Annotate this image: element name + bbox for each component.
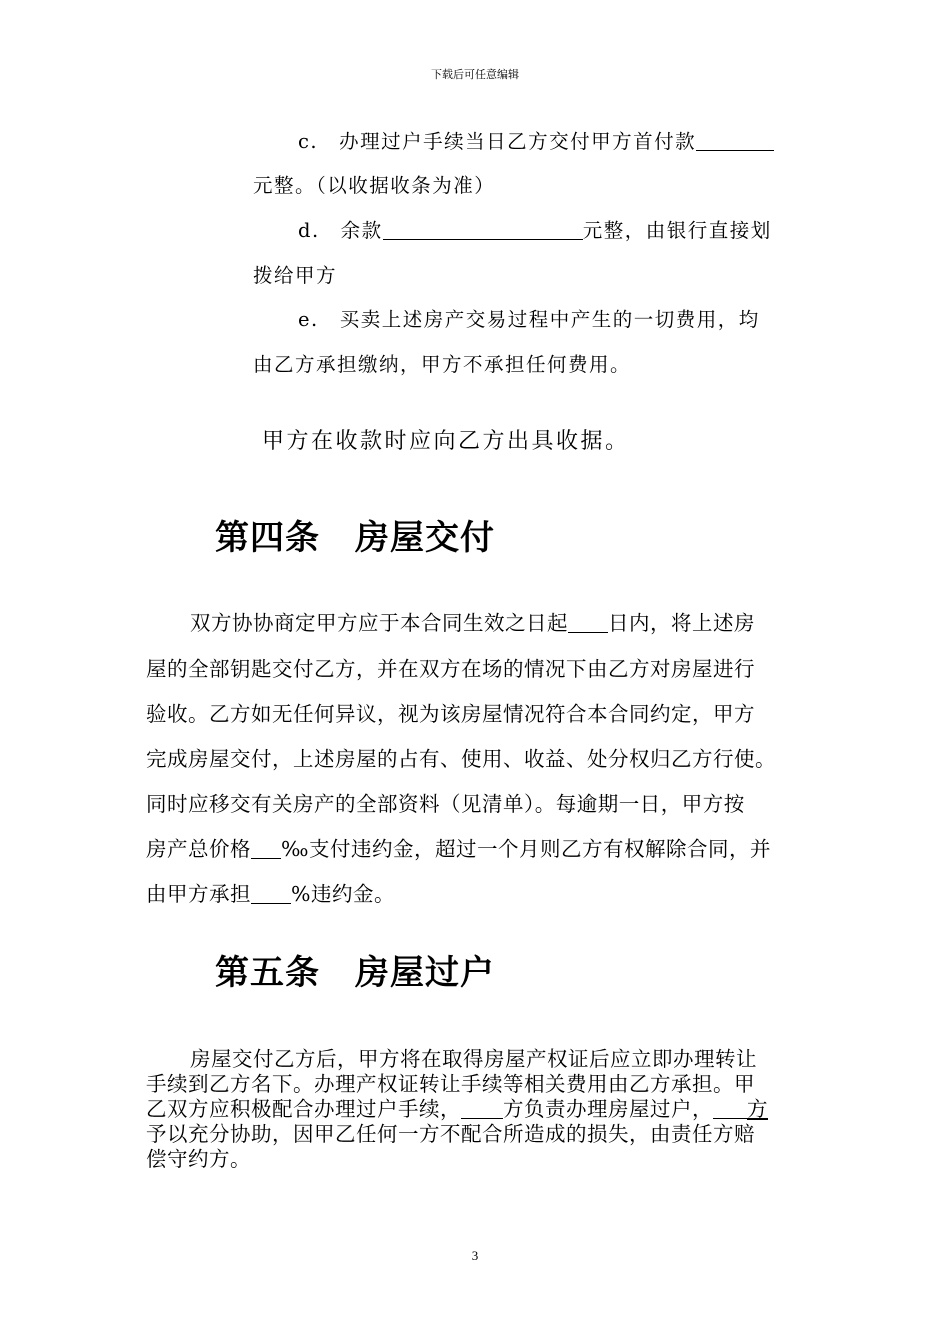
item-d-line2: 拨给甲方 xyxy=(253,264,338,287)
item-d-text-b: 元整，由银行直接划 xyxy=(582,219,772,242)
blank-transfer-party xyxy=(461,1098,503,1120)
article4-line4: 完成房屋交付，上述房屋的占有、使用、收益、处分权归乙方行使。 xyxy=(146,747,776,771)
receipt-line: 甲方在收款时应向乙方出具收据。 xyxy=(262,429,630,454)
blank-penalty-percent xyxy=(251,883,291,905)
article5-line3-a: 乙双方应积极配合办理过户手续， xyxy=(146,1097,461,1121)
article4-line7-a: 由甲方承担 xyxy=(146,882,251,906)
blank-per-mille xyxy=(251,838,281,860)
article5-line3-c: 方 xyxy=(747,1097,768,1121)
article4-line3: 验收。乙方如无任何异议，视为该房屋情况符合本合同约定，甲方 xyxy=(146,702,755,726)
page-header: 下载后可任意编辑 xyxy=(431,68,519,81)
item-d-text-a: d. 余款 xyxy=(298,219,383,242)
article4-line6-b: ‰支付违约金，超过一个月则乙方有权解除合同，并 xyxy=(281,837,772,861)
article4-line1-b: 日内，将上述房 xyxy=(608,611,755,635)
blank-days xyxy=(568,612,608,634)
article5-line5: 偿守约方。 xyxy=(146,1147,251,1171)
page-number: 3 xyxy=(471,1248,479,1263)
article4-line6 xyxy=(146,832,771,862)
item-c-text: c. 办理过户手续当日乙方交付甲方首付款 xyxy=(298,130,697,153)
article5-line4: 予以充分协助，因甲乙任何一方不配合所造成的损失，由责任方赔 xyxy=(146,1122,755,1146)
article4-line7 xyxy=(146,877,395,907)
item-d-line1 xyxy=(298,215,772,243)
article4-line6-a: 房产总价格 xyxy=(146,837,251,861)
item-c-line1 xyxy=(298,126,774,154)
item-c-line2: 元整。（以收据收条为准） xyxy=(253,174,496,197)
article5-line1: 房屋交付乙方后，甲方将在取得房屋产权证后应立即办理转让 xyxy=(190,1047,757,1071)
blank-assist-party xyxy=(713,1098,747,1120)
item-e-line1: e. 买卖上述房产交易过程中产生的一切费用，均 xyxy=(298,308,760,331)
article4-line2: 屋的全部钥匙交付乙方，并在双方在场的情况下由乙方对房屋进行 xyxy=(146,657,755,681)
article4-line1 xyxy=(190,606,755,636)
article5-heading: 第五条 房屋过户 xyxy=(215,953,495,993)
article5-line2: 手续到乙方名下。办理产权证转让手续等相关费用由乙方承担。甲 xyxy=(146,1072,755,1096)
article5-line3-b: 方负责办理房屋过户， xyxy=(503,1097,713,1121)
item-e-line2: 由乙方承担缴纳，甲方不承担任何费用。 xyxy=(253,353,632,376)
blank-balance xyxy=(383,220,583,241)
article4-heading: 第四条 房屋交付 xyxy=(215,518,495,558)
article4-line1-a: 双方协协商定甲方应于本合同生效之日起 xyxy=(190,611,568,635)
blank-down-payment xyxy=(696,131,774,152)
article4-line7-b: %违约金。 xyxy=(291,882,395,906)
article4-line5: 同时应移交有关房产的全部资料（见清单）。每逾期一日，甲方按 xyxy=(146,792,745,816)
